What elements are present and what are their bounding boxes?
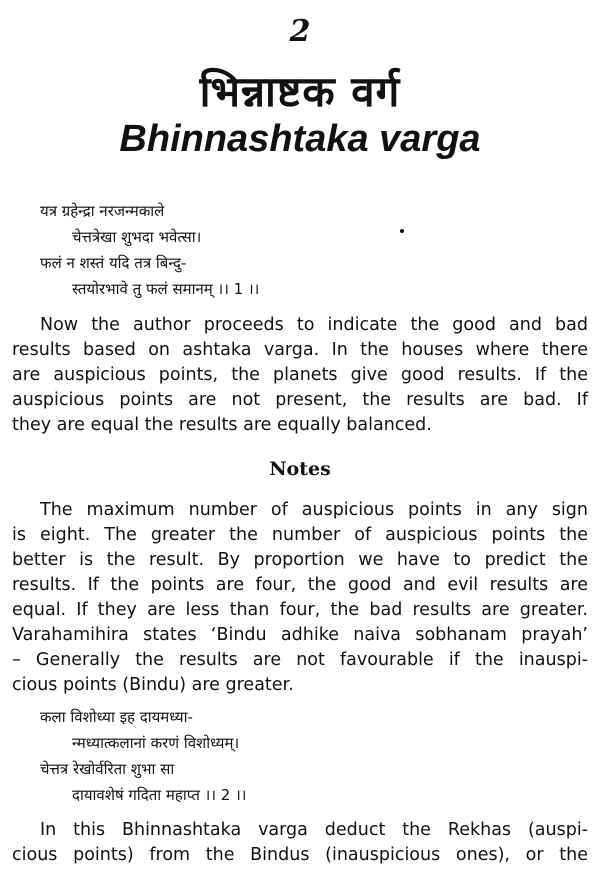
notes-heading: Notes bbox=[269, 458, 331, 480]
notes-paragraph bbox=[12, 498, 588, 698]
verse-line: न्मध्यात्कलानां करणं विशोध्यम्। bbox=[72, 734, 240, 752]
sanskrit-verse-1 bbox=[40, 198, 560, 302]
paragraph-line: are auspicious points, the planets give good results. If the bbox=[12, 365, 588, 385]
ink-speck bbox=[400, 229, 404, 233]
verse-line: स्तयोरभावे तु फलं समानम् ।। 1 ।। bbox=[72, 280, 260, 298]
paragraph-line: auspicious points are not present, the results are bad. If bbox=[12, 390, 588, 410]
paragraph-line: Now the author proceeds to indicate the good and bad bbox=[40, 315, 588, 335]
paragraph-line: – Generally the results are not favourable if the inauspi- bbox=[12, 650, 588, 670]
verse-line: चेत्तत्रेखा शुभदा भवेत्सा। bbox=[72, 228, 202, 246]
paragraph-line: Varahamihira states ‘Bindu adhike naiva sobhanam prayah’ bbox=[12, 625, 588, 645]
paragraph-line: The maximum number of auspicious points in any sign bbox=[40, 500, 588, 520]
commentary-paragraph-2 bbox=[12, 818, 588, 868]
chapter-number: 2 bbox=[289, 14, 311, 49]
commentary-paragraph-1 bbox=[12, 313, 588, 438]
paragraph-line: results. If the points are four, the good and evil results are bbox=[12, 575, 588, 595]
verse-line: कला विशोध्या इह दायमध्या- bbox=[40, 708, 193, 726]
paragraph-line: they are equal the results are equally balanced. bbox=[12, 415, 432, 435]
verse-line: चेत्तत्र रेखोर्वरिता शुभा सा bbox=[40, 760, 175, 778]
paragraph-line: cious points (Bindu) are greater. bbox=[12, 675, 294, 695]
paragraph-line: better is the result. By proportion we have to predict the bbox=[12, 550, 588, 570]
paragraph-line: cious points) from the Bindus (inauspicious ones), or the bbox=[12, 845, 588, 865]
verse-line: यत्र ग्रहेन्द्रा नरजन्मकाले bbox=[40, 202, 165, 220]
sanskrit-verse-2 bbox=[40, 704, 560, 808]
verse-line: दायावशेषं गदिता महाप्त ।। 2 ।। bbox=[72, 786, 247, 804]
chapter-title-english: Bhinnashtaka varga bbox=[119, 118, 481, 160]
paragraph-line: results based on ashtaka varga. In the houses where there bbox=[12, 340, 588, 360]
paragraph-line: equal. If they are less than four, the bad results are greater. bbox=[12, 600, 588, 620]
verse-line: फलं न शस्तं यदि तत्र बिन्दु- bbox=[40, 254, 187, 272]
paragraph-line: is eight. The greater the number of auspicious points the bbox=[12, 525, 588, 545]
chapter-title-devanagari: भिन्नाष्टक वर्ग bbox=[199, 67, 401, 116]
paragraph-line: In this Bhinnashtaka varga deduct the Rekhas (auspi- bbox=[40, 820, 588, 840]
